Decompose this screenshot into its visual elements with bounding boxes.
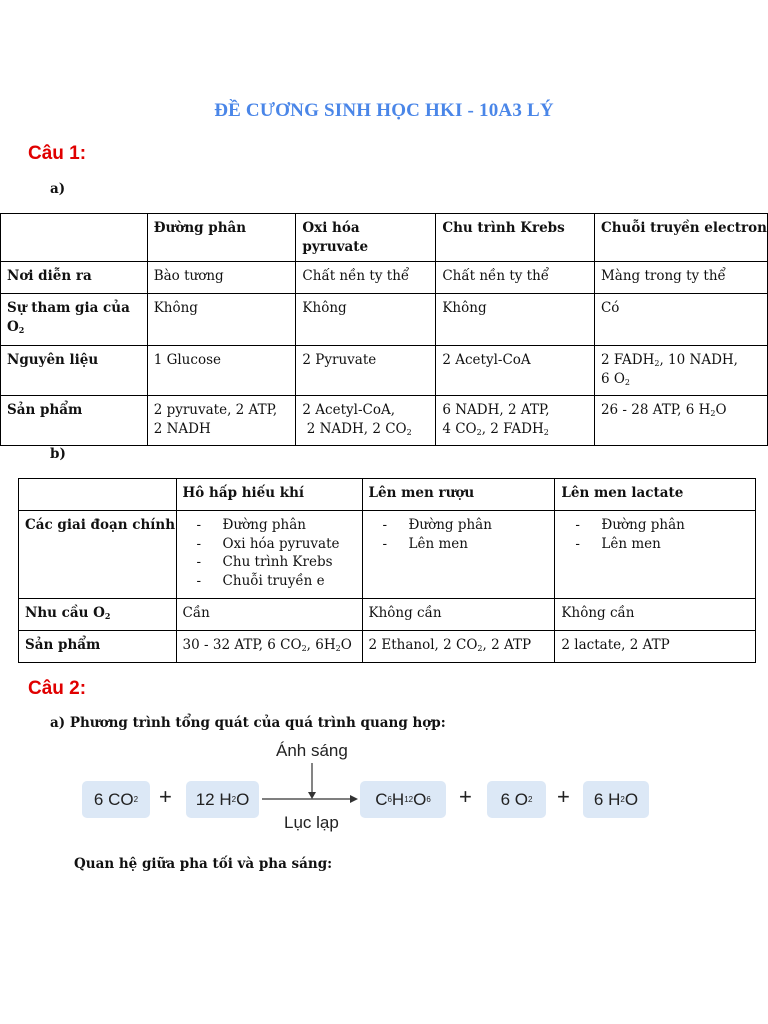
- table-cell: Không: [147, 294, 296, 346]
- cell-text: 2 pyruvate, 2 ATP,: [153, 402, 278, 418]
- table-cell: [555, 511, 756, 599]
- table-cell: Không cần: [555, 599, 756, 631]
- table-cell: 2 lactate, 2 ATP: [555, 631, 756, 663]
- cell-text: 4 CO: [442, 421, 477, 437]
- subscript: 2: [654, 359, 660, 368]
- cell-text: O: [715, 402, 727, 418]
- subscript: 2: [335, 644, 341, 653]
- table-row: [1, 396, 768, 446]
- table-cell: 1 Glucose: [147, 346, 296, 396]
- table-cell: 2 Pyruvate: [296, 346, 436, 396]
- reactant-co2: 6 CO 2: [82, 781, 150, 818]
- formula-text: 6 CO: [93, 789, 134, 809]
- table-cell: [176, 511, 362, 599]
- row-header: Sản phẩm: [1, 396, 148, 446]
- table-cell: [176, 631, 362, 663]
- list-item: - Đường phân: [575, 516, 749, 535]
- formula-text: 6 H: [593, 789, 621, 809]
- cell-text: 6 O: [600, 371, 625, 387]
- product-o2: 6 O 2: [487, 781, 546, 818]
- table-cell: [436, 396, 595, 446]
- subscript: 2: [477, 644, 483, 653]
- table-header-cell: Chu trình Krebs: [436, 214, 595, 262]
- row-header: Nguyên liệu: [1, 346, 148, 396]
- table-cell: Không: [296, 294, 436, 346]
- subscript: 2: [624, 378, 630, 387]
- formula-text: C: [375, 789, 388, 809]
- subscript: 2: [18, 325, 25, 335]
- table-cell: [362, 631, 555, 663]
- table-cell: [362, 511, 555, 599]
- row-header: Sản phẩm: [19, 631, 177, 663]
- cell-text: , 6H: [306, 637, 336, 653]
- row-header-text: Nhu cầu O: [25, 605, 105, 621]
- subscript: 2: [301, 644, 307, 653]
- row-header: [19, 599, 177, 631]
- subscript: 2: [710, 409, 716, 418]
- table-cell: Cần: [176, 599, 362, 631]
- table-cell: 2 Acetyl-CoA: [436, 346, 595, 396]
- formula-text: O: [236, 789, 250, 809]
- table-cell: [147, 396, 296, 446]
- table-row: [19, 511, 756, 599]
- subscript: 2: [104, 611, 111, 621]
- cell-text: 26 - 28 ATP, 6 H: [600, 402, 711, 418]
- cell-text: , 10 NADH,: [659, 352, 738, 368]
- row-header: Các giai đoạn chính: [19, 511, 177, 599]
- product-h2o: 6 H 2 O: [583, 781, 649, 818]
- cell-text: 2 Ethanol, 2 CO: [368, 637, 478, 653]
- table-header-cell: Chuỗi truyền electron: [594, 214, 767, 262]
- list-item: - Oxi hóa pyruvate: [197, 535, 356, 554]
- table-header-cell: [19, 479, 177, 511]
- subscript: 2: [406, 428, 412, 437]
- question-2-part-a-label: a) Phương trình tổng quát của quá trình quang hợp:: [50, 715, 446, 731]
- cell-text: , 2 ATP: [482, 637, 532, 653]
- row-header-text: O: [7, 319, 19, 335]
- table-cell: Không: [436, 294, 595, 346]
- plus-sign: +: [159, 784, 172, 809]
- cell-text: 2 Acetyl-CoA,: [302, 402, 396, 418]
- list-item: - Lên men: [383, 535, 549, 554]
- table-cell: Có: [594, 294, 767, 346]
- table-cell: Không cần: [362, 599, 555, 631]
- table-header-row: [19, 479, 756, 511]
- list-item: - Lên men: [575, 535, 749, 554]
- table-header-cell: Oxi hóa pyruvate: [296, 214, 436, 262]
- chloroplast-label: Lục lạp: [284, 813, 339, 832]
- table-row: [1, 346, 768, 396]
- formula-text: O: [413, 789, 427, 809]
- cell-text: 2 NADH: [153, 421, 211, 437]
- table-cell: [594, 396, 767, 446]
- formula-text: 12 H: [195, 789, 232, 809]
- reactant-h2o: 12 H 2 O: [186, 781, 259, 818]
- plus-sign: +: [459, 784, 472, 809]
- cell-text: 30 - 32 ATP, 6 CO: [182, 637, 302, 653]
- list-item: - Chuỗi truyền e: [197, 572, 356, 591]
- stage-list: [177, 516, 356, 590]
- product-glucose: C 6 H 12 O 6: [360, 781, 446, 818]
- light-label: Ánh sáng: [276, 741, 348, 760]
- plus-sign: +: [557, 784, 570, 809]
- table-header-cell: Lên men rượu: [362, 479, 555, 511]
- stage-list: [363, 516, 549, 553]
- row-header: [1, 294, 148, 346]
- subscript: 2: [543, 428, 549, 437]
- row-header-text: Sự tham gia của: [7, 300, 130, 316]
- light-dark-phase-relation-label: Quan hệ giữa pha tối và pha sáng:: [74, 856, 333, 872]
- table-cell: Chất nền ty thể: [296, 262, 436, 294]
- table-header-cell: [1, 214, 148, 262]
- question-1-heading: Câu 1:: [28, 143, 87, 164]
- page-title: ĐỀ CƯƠNG SINH HỌC HKI - 10A3 LÝ: [214, 100, 554, 121]
- cell-text: O: [340, 637, 352, 653]
- list-item: - Chu trình Krebs: [197, 553, 356, 572]
- formula-text: H: [391, 789, 405, 809]
- cell-text: 6 NADH, 2 ATP,: [442, 402, 550, 418]
- table-row: [19, 631, 756, 663]
- respiration-stages-table: [0, 213, 768, 446]
- table-row: [1, 262, 768, 294]
- list-item: - Đường phân: [383, 516, 549, 535]
- table-cell: [296, 396, 436, 446]
- table-header-row: [1, 214, 768, 262]
- table-cell: Màng trong ty thể: [594, 262, 767, 294]
- table-cell: [594, 346, 767, 396]
- row-header: Nơi diễn ra: [1, 262, 148, 294]
- table-cell: Chất nền ty thể: [436, 262, 595, 294]
- formula-text: O: [624, 789, 639, 809]
- table-row: [1, 294, 768, 346]
- subscript: 2: [476, 428, 482, 437]
- list-item: - Đường phân: [197, 516, 356, 535]
- formula-text: 6 O: [500, 789, 528, 809]
- table-header-cell: Hô hấp hiếu khí: [176, 479, 362, 511]
- stage-list: [555, 516, 749, 553]
- table-row: [19, 599, 756, 631]
- cell-text: 2 FADH: [600, 352, 655, 368]
- respiration-comparison-table: [18, 478, 756, 663]
- table-header-cell: Lên men lactate: [555, 479, 756, 511]
- cell-text: , 2 FADH: [481, 421, 544, 437]
- table-header-cell: Đường phân: [147, 214, 296, 262]
- question-1-part-b-label: b): [50, 446, 66, 462]
- table-cell: Bào tương: [147, 262, 296, 294]
- cell-text: 2 NADH, 2 CO: [302, 421, 407, 437]
- question-1-part-a-label: a): [50, 181, 66, 197]
- question-2-heading: Câu 2:: [28, 678, 87, 699]
